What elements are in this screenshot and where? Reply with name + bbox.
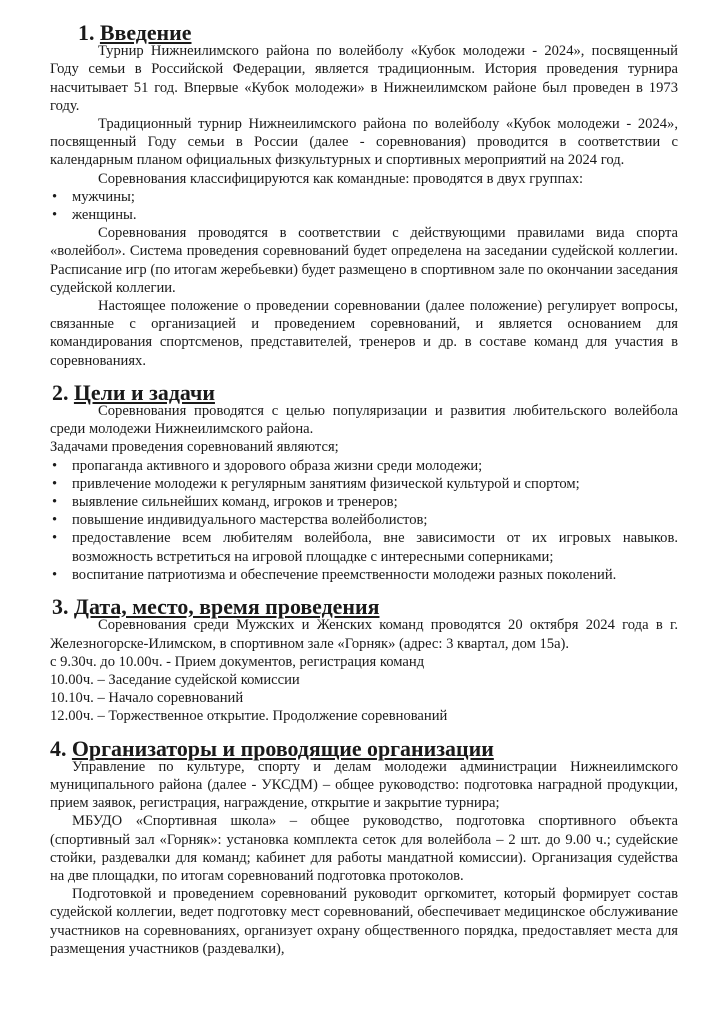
section-heading-date-place: [50, 594, 678, 620]
section-title: Введение: [99, 20, 192, 45]
section-title: Дата, место, время проведения: [73, 594, 380, 620]
paragraph: Соревнования проводятся с целью популяризации и развития любительского волейбола среди молодежи Нижнеилимского района.: [50, 403, 678, 438]
section-heading-goals: [50, 379, 678, 405]
list-item: • выявление сильнейших команд, игроков и тренеров;: [50, 493, 678, 511]
list-item: • мужчины;: [50, 188, 678, 206]
section-heading-organizers: [50, 735, 678, 761]
section-number: 2.: [52, 379, 69, 405]
schedule-line: 10.10ч. – Начало соревнований: [50, 690, 244, 707]
paragraph: Традиционный турнир Нижнеилимского района по волейболу «Кубок молодежи - 2024», посвященный Году семьи в России (далее - соревнования) проводится в соответствии с календарным планом официальных физкультурных и спортивных мероприятий на 2024 год.: [50, 116, 678, 169]
section-number: 4.: [50, 735, 67, 761]
paragraph: Соревнования среди Мужских и Женских команд проводятся 20 октября 2024 года в г. Железногорске-Илимском, в спортивном зале «Горняк» (адрес: 3 квартал, дом 15а).: [50, 617, 678, 652]
section-title: Цели и задачи: [73, 379, 215, 405]
section-title: Организаторы и проводящие организации: [71, 735, 494, 761]
paragraph: МБУДО «Спортивная школа» – общее руководство, подготовка спортивного объекта (спортивный зал «Горняк»: установка комплекта сеток для волейбола – 2 шт. до 9.00 ч.; судейские стойки, раздевалки для команд; кабинет для работы мандатной комиссии). Организация судейства на две площадки, по итогам соревнований подготовка протоколов.: [50, 813, 678, 884]
schedule-line: с 9.30ч. до 10.00ч. - Прием документов, регистрация команд: [50, 653, 425, 670]
paragraph: Управление по культуре, спорту и делам молодежи администрации Нижнеилимского муниципального района (далее - УКСДМ) – общее руководство: подготовка наградной продукции, прием заявок, регистрация, награждение, открытие и закрытие турнира;: [50, 758, 678, 812]
list-item: • воспитание патриотизма и обеспечение преемственности молодежи разных поколений.: [50, 566, 678, 584]
list-item: • пропаганда активного и здорового образа жизни среди молодежи;: [50, 457, 678, 475]
list-item: • повышение индивидуального мастерства волейболистов;: [50, 511, 678, 529]
section-number: 1.: [78, 20, 95, 45]
paragraph: Соревнования классифицируются как командные: проводятся в двух группах:: [98, 170, 584, 187]
paragraph: Подготовкой и проведением соревнований руководит оргкомитет, который формирует состав судейской коллегии, ведет подготовку мест соревнований, обеспечивает медицинское обслуживание участников на соревнованиях, организует охрану общественного порядка, предоставляет места для размещения участников (раздевалки),: [50, 886, 678, 957]
paragraph: Соревнования проводятся в соответствии с действующими правилами вида спорта «волейбол». Система проведения соревнований будет определена на заседании судейской коллегии. Расписание игр (по итогам жеребьевки) будет размещено в спортивном зале по окончании заседания судейской коллегии.: [50, 225, 678, 296]
tasks-intro: Задачами проведения соревнований являются;: [50, 439, 339, 456]
schedule-line: 10.00ч. – Заседание судейской комиссии: [50, 671, 300, 688]
list-item: • предоставление всем любителям волейбола, вне зависимости от их игровых навыков. возможность встретиться на игровой площадке с интересными соперниками;: [50, 529, 678, 565]
section-heading-introduction: [50, 20, 678, 45]
tasks-list: [50, 457, 678, 584]
list-item: • привлечение молодежи к регулярным занятиям физической культурой и спортом;: [50, 475, 678, 493]
paragraph: Настоящее положение о проведении соревновании (далее положение) регулирует вопросы, связанные с организацией и проведением соревнований, и является основанием для командирования спортсменов, представителей, тренеров и др. в составе команд для участия в соревнованиях.: [50, 298, 678, 369]
paragraph: Турнир Нижнеилимского района по волейболу «Кубок молодежи - 2024», посвященный Году семьи в Российской Федерации, является традиционным. История проведения турнира насчитывает 51 год. Впервые «Кубок молодежи» в Нижнеилимском районе был проведен в 1973 году.: [50, 43, 678, 114]
list-item: • женщины.: [50, 206, 678, 224]
section-number: 3.: [52, 594, 69, 620]
groups-list: [50, 188, 678, 224]
schedule-line: 12.00ч. – Торжественное открытие. Продолжение соревнований: [50, 708, 448, 725]
